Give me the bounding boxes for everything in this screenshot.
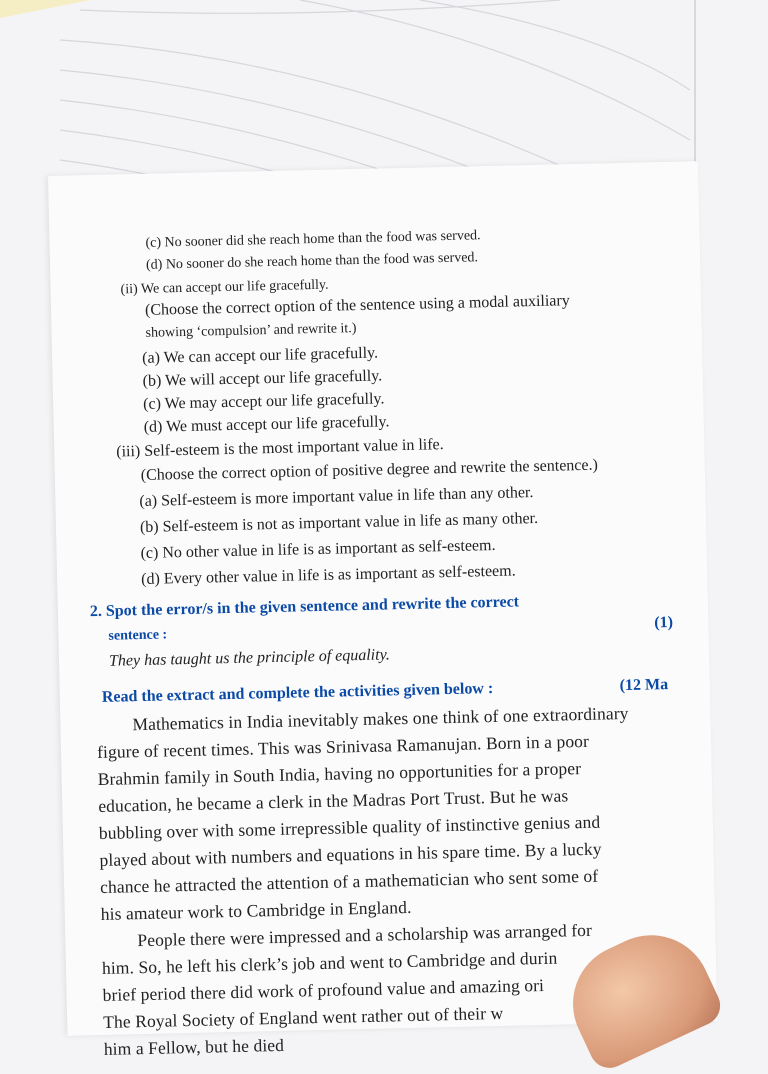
q2-marks: (1) — [654, 613, 674, 632]
passage-para2-line-2: him. So, he left his clerk’s job and went to Cambridge and durin — [101, 947, 558, 978]
q1-sub3-option-b: (b) Self-esteem is not as important value in life as many other. — [139, 509, 539, 537]
q1-sub3-instruction: (Choose the correct option of positive degree and rewrite the sentence.) — [140, 456, 599, 484]
q1-sub2-instruction-2: showing ‘compulsion’ and rewrite it.) — [145, 321, 357, 341]
q1-option-d-previous: (d) No sooner do she reach home than the food was served. — [145, 250, 479, 273]
passage-para1-line-2: figure of recent times. This was Srinivasa Ramanujan. Born in a poor — [96, 730, 590, 763]
q1-sub2-option-a: (a) We can accept our life gracefully. — [141, 344, 379, 367]
passage-para1-line-7: chance he attracted the attention of a mathematician who sent some of — [99, 865, 599, 897]
q2-heading-line-2: sentence : — [108, 627, 168, 644]
q1-sub2-sentence: (ii) We can accept our life gracefully. — [120, 277, 329, 298]
q1-sub2-instruction-1: (Choose the correct option of the sentence using a modal auxiliary — [144, 292, 570, 319]
q2-heading-line-1: 2. Spot the error/s in the given sentence and rewrite the correct — [89, 593, 520, 621]
q3-marks: (12 Ma — [619, 676, 669, 695]
passage-para2-line-4: The Royal Society of England went rather out of their w — [102, 1002, 504, 1032]
passage-para1-line-1: Mathematics in India inevitably makes one think of one extraordinary — [132, 702, 629, 735]
textbook-page — [48, 161, 717, 1059]
q1-sub3-option-a: (a) Self-esteem is more important value in life than any other. — [139, 484, 534, 511]
passage-para1-line-6: played about with numbers and equations in his spare time. By a lucky — [99, 838, 602, 871]
q1-sub2-option-b: (b) We will accept our life gracefully. — [142, 367, 383, 390]
passage-para2-line-3: brief period there did work of profound value and amazing ori — [102, 974, 545, 1005]
q1-option-c-previous: (c) No sooner did she reach home than the food was served. — [145, 228, 481, 251]
q1-sub3-option-c: (c) No other value in life is as important as self-esteem. — [140, 536, 496, 562]
passage-para2-line-5: him a Fellow, but he died — [103, 1034, 285, 1059]
q2-sentence: They has taught us the principle of equality. — [108, 646, 391, 670]
q1-sub2-option-d: (d) We must accept our life gracefully. — [143, 413, 390, 436]
passage-para1-line-3: Brahmin family in South India, having no opportunities for a proper — [97, 758, 582, 790]
q1-sub3-sentence: (iii) Self-esteem is the most important value in life. — [116, 436, 444, 461]
passage-para1-line-4: education, he became a clerk in the Madras Port Trust. But he was — [98, 785, 569, 817]
passage-para1-line-5: bubbling over with some irrepressible quality of instinctive genius and — [98, 811, 601, 844]
passage-para2-line-1: People there were impressed and a scholarship was arranged for — [137, 919, 593, 951]
q1-sub3-option-d: (d) Every other value in life is as important as self-esteem. — [140, 562, 516, 588]
q1-sub2-option-c: (c) We may accept our life gracefully. — [143, 390, 385, 413]
q3-heading: Read the extract and complete the activities given below : — [101, 680, 494, 706]
passage-para1-line-8: his amateur work to Cambridge in England. — [100, 896, 412, 924]
